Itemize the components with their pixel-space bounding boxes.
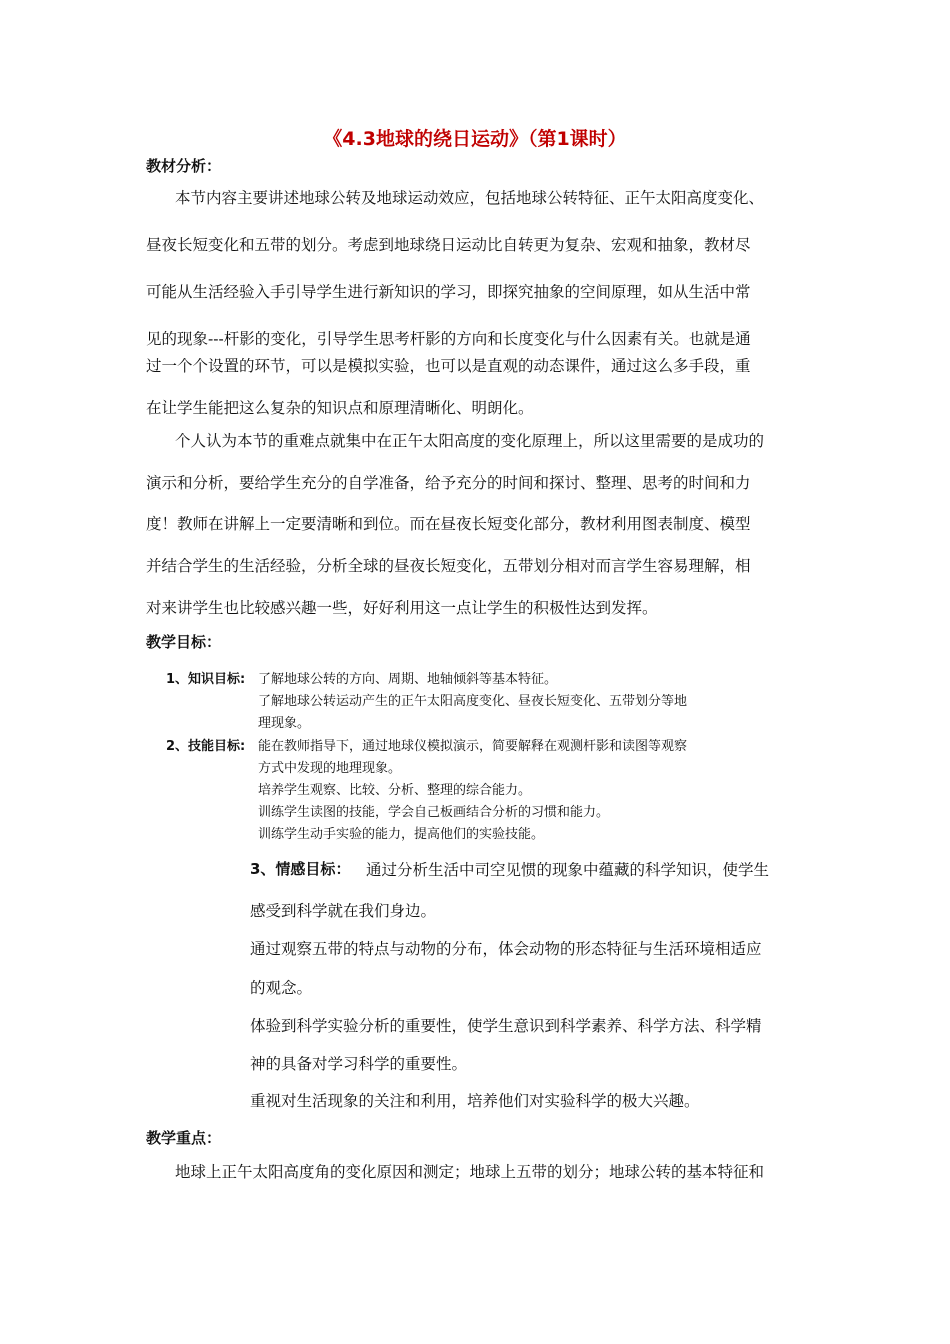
analysis-p2-line: 个人认为本节的重难点就集中在正午太阳高度的变化原理上，所以这里需要的是成功的 [175, 432, 765, 450]
emotion-goal-line: 通过分析生活中司空见惯的现象中蕴藏的科学知识，使学生 [366, 861, 770, 879]
skill-goal-label: 2、技能目标: [166, 739, 246, 754]
knowledge-goal-label: 1、知识目标: [166, 672, 246, 687]
skill-goal-line: 训练学生读图的技能，学会自己板画结合分析的习惯和能力。 [258, 805, 610, 820]
analysis-p1-line: 见的现象---杆影的变化，引导学生思考杆影的方向和长度变化与什么因素有关。也就是通 [146, 330, 751, 348]
focus-line: 地球上正午太阳高度角的变化原因和测定；地球上五带的划分；地球公转的基本特征和 [175, 1163, 765, 1181]
skill-goal-line: 能在教师指导下，通过地球仪模拟演示，简要解释在观测杆影和读图等观察 [258, 739, 688, 754]
heading-teaching-goals: 教学目标： [146, 633, 222, 651]
emotion-goal-line: 神的具备对学习科学的重要性。 [250, 1055, 468, 1073]
emotion-goal-line: 重视对生活现象的关注和利用，培养他们对实验科学的极大兴趣。 [250, 1092, 700, 1110]
analysis-p2-line: 对来讲学生也比较感兴趣一些，好好利用这一点让学生的积极性达到发挥。 [146, 599, 658, 617]
analysis-p2-line: 度！教师在讲解上一定要清晰和到位。而在昼夜长短变化部分，教材利用图表制度、模型 [146, 515, 751, 533]
emotion-goal-line: 体验到科学实验分析的重要性，使学生意识到科学素养、科学方法、科学精 [250, 1017, 762, 1035]
knowledge-goal-line: 了解地球公转运动产生的正午太阳高度变化、昼夜长短变化、五带划分等地 [258, 694, 688, 709]
analysis-p1-line: 昼夜长短变化和五带的划分。考虑到地球绕日运动比自转更为复杂、宏观和抽象，教材尽 [146, 236, 751, 254]
heading-material-analysis: 教材分析： [146, 157, 222, 175]
skill-goal-line: 培养学生观察、比较、分析、整理的综合能力。 [258, 783, 532, 798]
analysis-p2-line: 并结合学生的生活经验，分析全球的昼夜长短变化，五带划分相对而言学生容易理解，相 [146, 557, 751, 575]
analysis-p1-line: 可能从生活经验入手引导学生进行新知识的学习，即探究抽象的空间原理，如从生活中常 [146, 283, 751, 301]
knowledge-goal-line: 了解地球公转的方向、周期、地轴倾斜等基本特征。 [258, 672, 558, 687]
analysis-p1-line: 本节内容主要讲述地球公转及地球运动效应，包括地球公转特征、正午太阳高度变化、 [175, 189, 765, 207]
emotion-goal-line: 的观念。 [250, 979, 313, 997]
skill-goal-line: 方式中发现的地理现象。 [258, 761, 402, 776]
heading-teaching-focus: 教学重点： [146, 1129, 222, 1147]
emotion-goal-label: 3、情感目标： [250, 860, 351, 878]
analysis-p1-line: 在让学生能把这么复杂的知识点和原理清晰化、明朗化。 [146, 399, 534, 417]
document-title: 《4.3地球的绕日运动》（第1课时） [323, 128, 627, 150]
knowledge-goal-line: 理现象。 [258, 716, 311, 731]
analysis-p2-line: 演示和分析，要给学生充分的自学准备，给予充分的时间和探讨、整理、思考的时间和力 [146, 474, 751, 492]
analysis-p1-line: 过一个个设置的环节，可以是模拟实验，也可以是直观的动态课件，通过这么多手段，重 [146, 357, 751, 375]
emotion-goal-line: 通过观察五带的特点与动物的分布，体会动物的形态特征与生活环境相适应 [250, 940, 762, 958]
emotion-goal-line: 感受到科学就在我们身边。 [250, 902, 437, 920]
skill-goal-line: 训练学生动手实验的能力，提高他们的实验技能。 [258, 827, 545, 842]
